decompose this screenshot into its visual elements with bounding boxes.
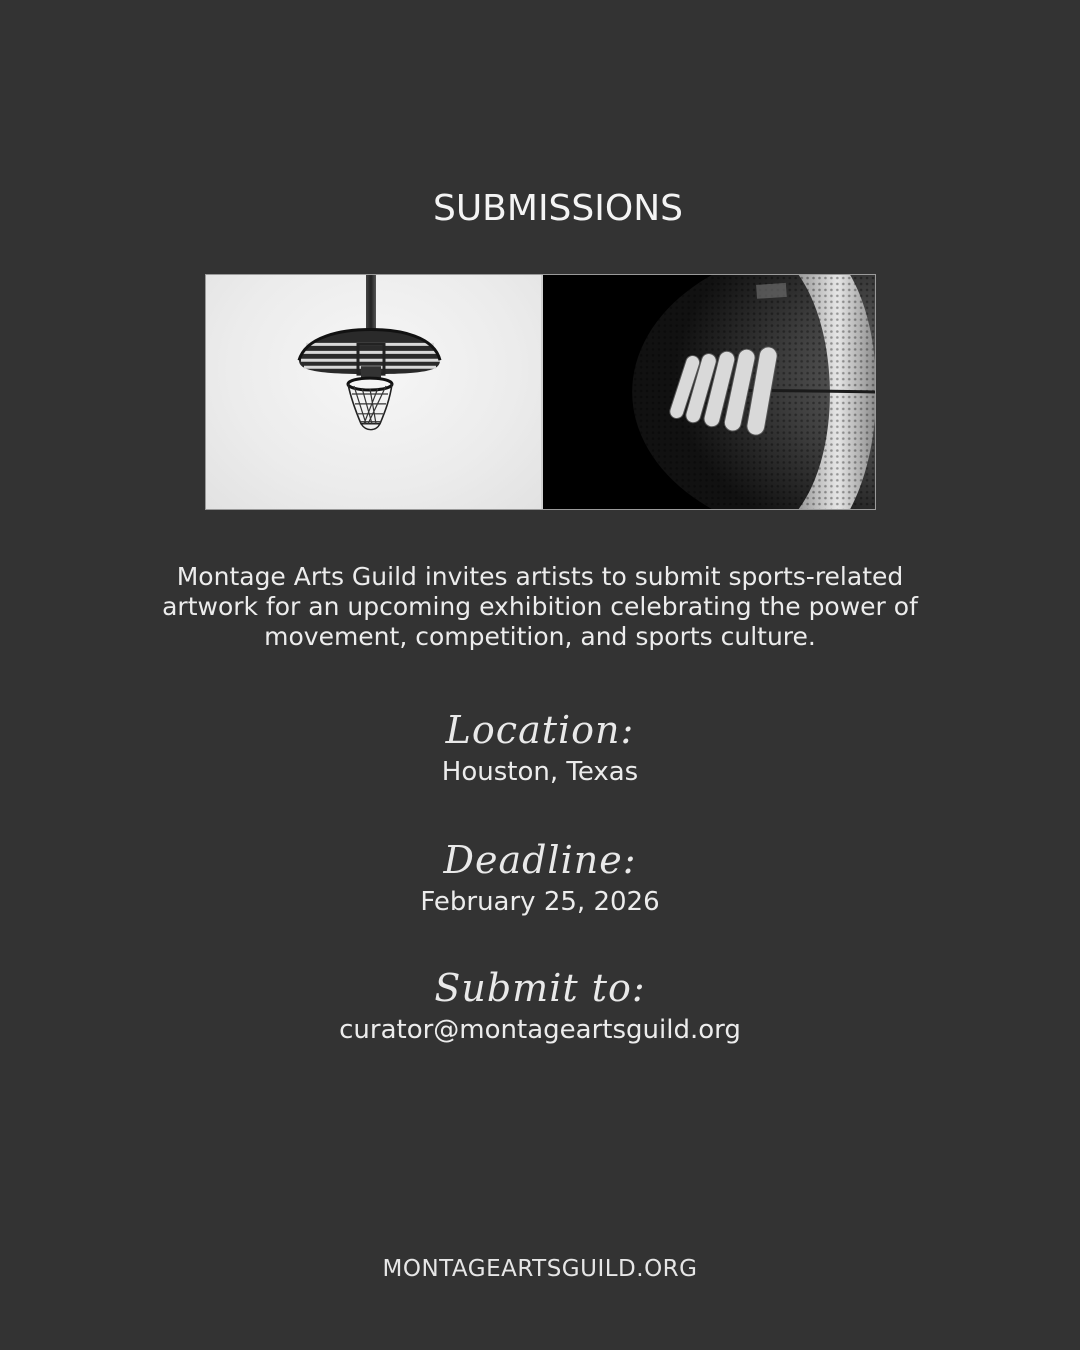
- footer-website[interactable]: MONTAGEARTSGUILD.ORG: [382, 1256, 698, 1282]
- photo-strip: [205, 274, 876, 510]
- basketball-hoop-photo: [206, 275, 543, 509]
- deadline-section: [0, 838, 1080, 918]
- submit-label: Submit to:: [434, 966, 646, 1010]
- deadline-label: Deadline:: [443, 838, 637, 882]
- football-laces-photo: [543, 275, 875, 509]
- page-title: SUBMISSIONS: [432, 188, 683, 229]
- football-icon: [543, 275, 875, 509]
- location-value: Houston, Texas: [441, 757, 639, 787]
- submit-email[interactable]: curator@montageartsguild.org: [339, 1015, 741, 1045]
- deadline-value: February 25, 2026: [420, 887, 660, 917]
- submit-section: [0, 966, 1080, 1046]
- intro-paragraph: Montage Arts Guild invites artists to submit sports-related artwork for an upcoming exhibition celebrating the power of movement, competition, and sports culture.: [162, 562, 918, 651]
- basketball-hoop-icon: [206, 275, 541, 509]
- location-section: [0, 708, 1080, 788]
- location-label: Location:: [445, 708, 635, 752]
